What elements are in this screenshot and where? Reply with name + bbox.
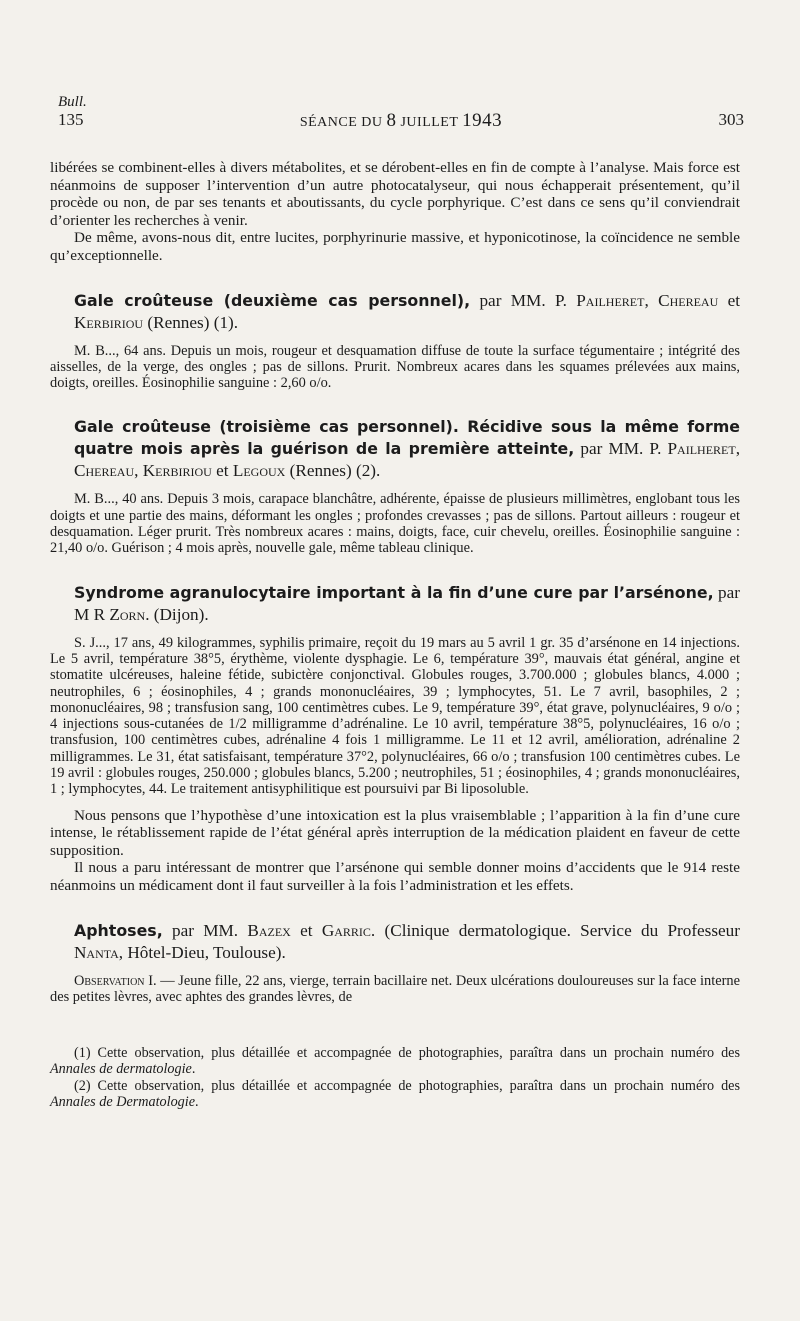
- byline-tail: (Rennes) (2).: [285, 461, 381, 481]
- author-name: Pailheret: [576, 290, 645, 310]
- running-header: [58, 110, 744, 134]
- byline-sep: et: [718, 290, 740, 310]
- author-name: Kerbiriou: [142, 461, 212, 481]
- header-title: [58, 110, 744, 132]
- section-body-1: M. B..., 64 ans. Depuis un mois, rougeur et desquamation diffuse de toute la surface tégumentaire ; intégrité des aisselles, de la verge, des ongles ; pas de sillons. Prurit. Nombreux acares dans les squames prélevées aux mains, doigts, oreilles. Éosinophilie sanguine : 2,60 o/o.: [50, 342, 740, 392]
- header-title-b: 8: [386, 110, 397, 131]
- byline-par: par MM. P.: [470, 290, 577, 310]
- byline-sep: ,: [735, 439, 740, 459]
- byline-par: par M R: [74, 582, 740, 624]
- section-title-3: Syndrome agranulocytaire important à la fin d’une cure par l’arsénone,: [74, 582, 714, 602]
- observation-text: — Jeune fille, 22 ans, vierge, terrain bacillaire net. Deux ulcérations douloureuses sur la face interne des petites lèvres, avec aphtes des grandes lèvres, de: [50, 972, 740, 1005]
- byline-tail: (Rennes) (1).: [143, 312, 239, 332]
- author-name: Pailheret: [667, 439, 736, 459]
- observation-label: Observation I.: [74, 972, 157, 989]
- author-name: Nanta: [74, 942, 119, 962]
- page-number: 303: [718, 110, 744, 129]
- section-title-1: Gale croûteuse (deuxième cas personnel),: [74, 290, 471, 310]
- header-title-d: 1943: [462, 110, 503, 131]
- author-name: Zorn: [109, 604, 146, 624]
- volume-number: 135: [58, 110, 84, 129]
- footnote-text: .: [195, 1094, 199, 1111]
- footnote-2: [50, 1078, 740, 1111]
- byline-tail: . (Clinique dermatologique. Service du Professeur: [370, 920, 740, 940]
- byline-sep: et: [290, 920, 322, 940]
- intro-paragraph-1: libérées se combinent-elles à divers métabolites, et se dérobent-elles en fin de compte à l’analyse. Mais force est néanmoins de supposer l’intervention d’un autre photocatalyseur, qui nous échapperait présentement, qu’il procède ou non, de par ses tenants et aboutissants, du cycle porphyrique. C’est dans ce sens qu’il conviendrait d’orienter les recherches à venir.: [50, 159, 740, 229]
- header-title-a: SÉANCE DU: [299, 115, 383, 130]
- author-name: Chereau: [658, 290, 719, 310]
- section-body-2: M. B..., 40 ans. Depuis 3 mois, carapace blanchâtre, adhérente, épaisse de plusieurs millimètres, englobant tous les doigts et une partie des mains, déformant les ongles ; profondes crevasses ; pas de sillons. Partout ailleurs : rougeur et desquamation. Léger prurit. Très nombreux acares : mains, doigts, face, cuir chevelu, oreilles. Éosinophilie sanguine : 21,40 o/o. Guérison ; 4 mois après, nouvelle gale, même tableau clinique.: [50, 491, 740, 557]
- header-title-c: JUILLET: [400, 115, 459, 130]
- discussion-paragraph-1: Nous pensons que l’hypothèse d’une intoxication est la plus vraisemblable ; l’apparition à la fin d’une cure intense, le rétablissement rapide de l’état général après interruption de la médication plaident en faveur de cette supposition.: [50, 806, 740, 859]
- section-body-3: S. J..., 17 ans, 49 kilogrammes, syphilis primaire, reçoit du 19 mars au 5 avril 1 gr. 35 d’arsénone en 14 injections. Le 5 avril, température 38°5, érythème, violente dysphagie. Le 6, température 39°, mauvais état général, angine et stomatite ulcéreuses, haleine fétide, subictère conjonctival. Globules rouges, 3.700.000 ; globules blancs, 4.000 ; neutrophiles, 6 ; éosinophiles, 4 ; grands mononucléaires, 39 ; lymphocytes, 51. Le 7 avril, basophiles, 2 ; mononucléaires, 98 ; transfusion sang, 100 centimètres cubes. Le 9, température 39°, état grave, polynucléaires, 9 o/o ; 4 injections sous-cutanées de 1/2 milligramme d’adrénaline. Le 10 avril, température 38°5, polynucléaires, 16 o/o ; transfusion, 100 centimètres cubes, adrénaline 4 fois 1 milligramme. Le 11 et 12 avril, amélioration, adrénaline 2 milligrammes. Le 31, état satisfaisant, température 37°2, polynucléaires, 66 o/o ; transfusion 100 centimètres cubes. Le 19 avril : globules rouges, 250.000 ; globules blancs, 5.200 ; neutrophiles, 51 ; éosinophiles, 4 ; grands mononucléaires, 1 ; lymphocytes, 44. Le traitement antisyphilitique est poursuivi par Bi liposoluble.: [50, 634, 740, 798]
- discussion-paragraph-2: Il nous a paru intéressant de montrer que l’arsénone qui semble donner moins d’accidents que le 914 reste néanmoins un médicament dont il faut surveiller à la fois l’administration et les effets.: [50, 859, 740, 894]
- byline-sep: et: [211, 461, 233, 481]
- byline-tail: , Hôtel-Dieu, Toulouse).: [118, 942, 286, 962]
- author-name: Kerbiriou: [74, 312, 144, 332]
- author-name: Legoux: [232, 461, 286, 481]
- byline-sep: ,: [644, 290, 659, 310]
- author-name: Chereau: [74, 461, 135, 481]
- article-body: [50, 159, 740, 1110]
- byline-sep: ,: [134, 461, 143, 481]
- author-name: Bazex: [247, 920, 291, 940]
- footnote-1: [50, 1045, 740, 1078]
- byline-par: par MM.: [162, 920, 248, 940]
- section-heading-1: [50, 290, 740, 334]
- intro-paragraph-2: De même, avons-nous dit, entre lucites, porphyrinurie massive, et hyponicotinose, la coïncidence ne semble qu’exceptionnelle.: [50, 229, 740, 264]
- section-body-4: [50, 973, 740, 1006]
- section-heading-2: [50, 416, 740, 482]
- section-title-2: Gale croûteuse (troisième cas personnel). Récidive sous la même forme quatre mois après la guérison de la première atteinte,: [74, 417, 740, 459]
- footnote-journal: Annales de Dermatologie: [50, 1094, 195, 1111]
- footnote-journal: Annales de dermatologie: [50, 1061, 192, 1078]
- section-title-4: Aphtoses,: [74, 920, 163, 940]
- byline-par: par MM. P.: [574, 439, 668, 459]
- section-heading-3: [50, 582, 740, 626]
- footnote-text: .: [191, 1061, 196, 1078]
- footnote-text: (1) Cette observation, plus détaillée et accompagnée de photographies, paraîtra dans un prochain numéro des: [74, 1045, 740, 1062]
- author-name: Garric: [321, 920, 371, 940]
- section-heading-4: [50, 920, 740, 964]
- byline-tail: . (Dijon).: [145, 604, 209, 624]
- journal-abbrev: Bull.: [58, 94, 87, 110]
- footnote-text: (2) Cette observation, plus détaillée et accompagnée de photographies, paraîtra dans un prochain numéro des: [74, 1077, 740, 1094]
